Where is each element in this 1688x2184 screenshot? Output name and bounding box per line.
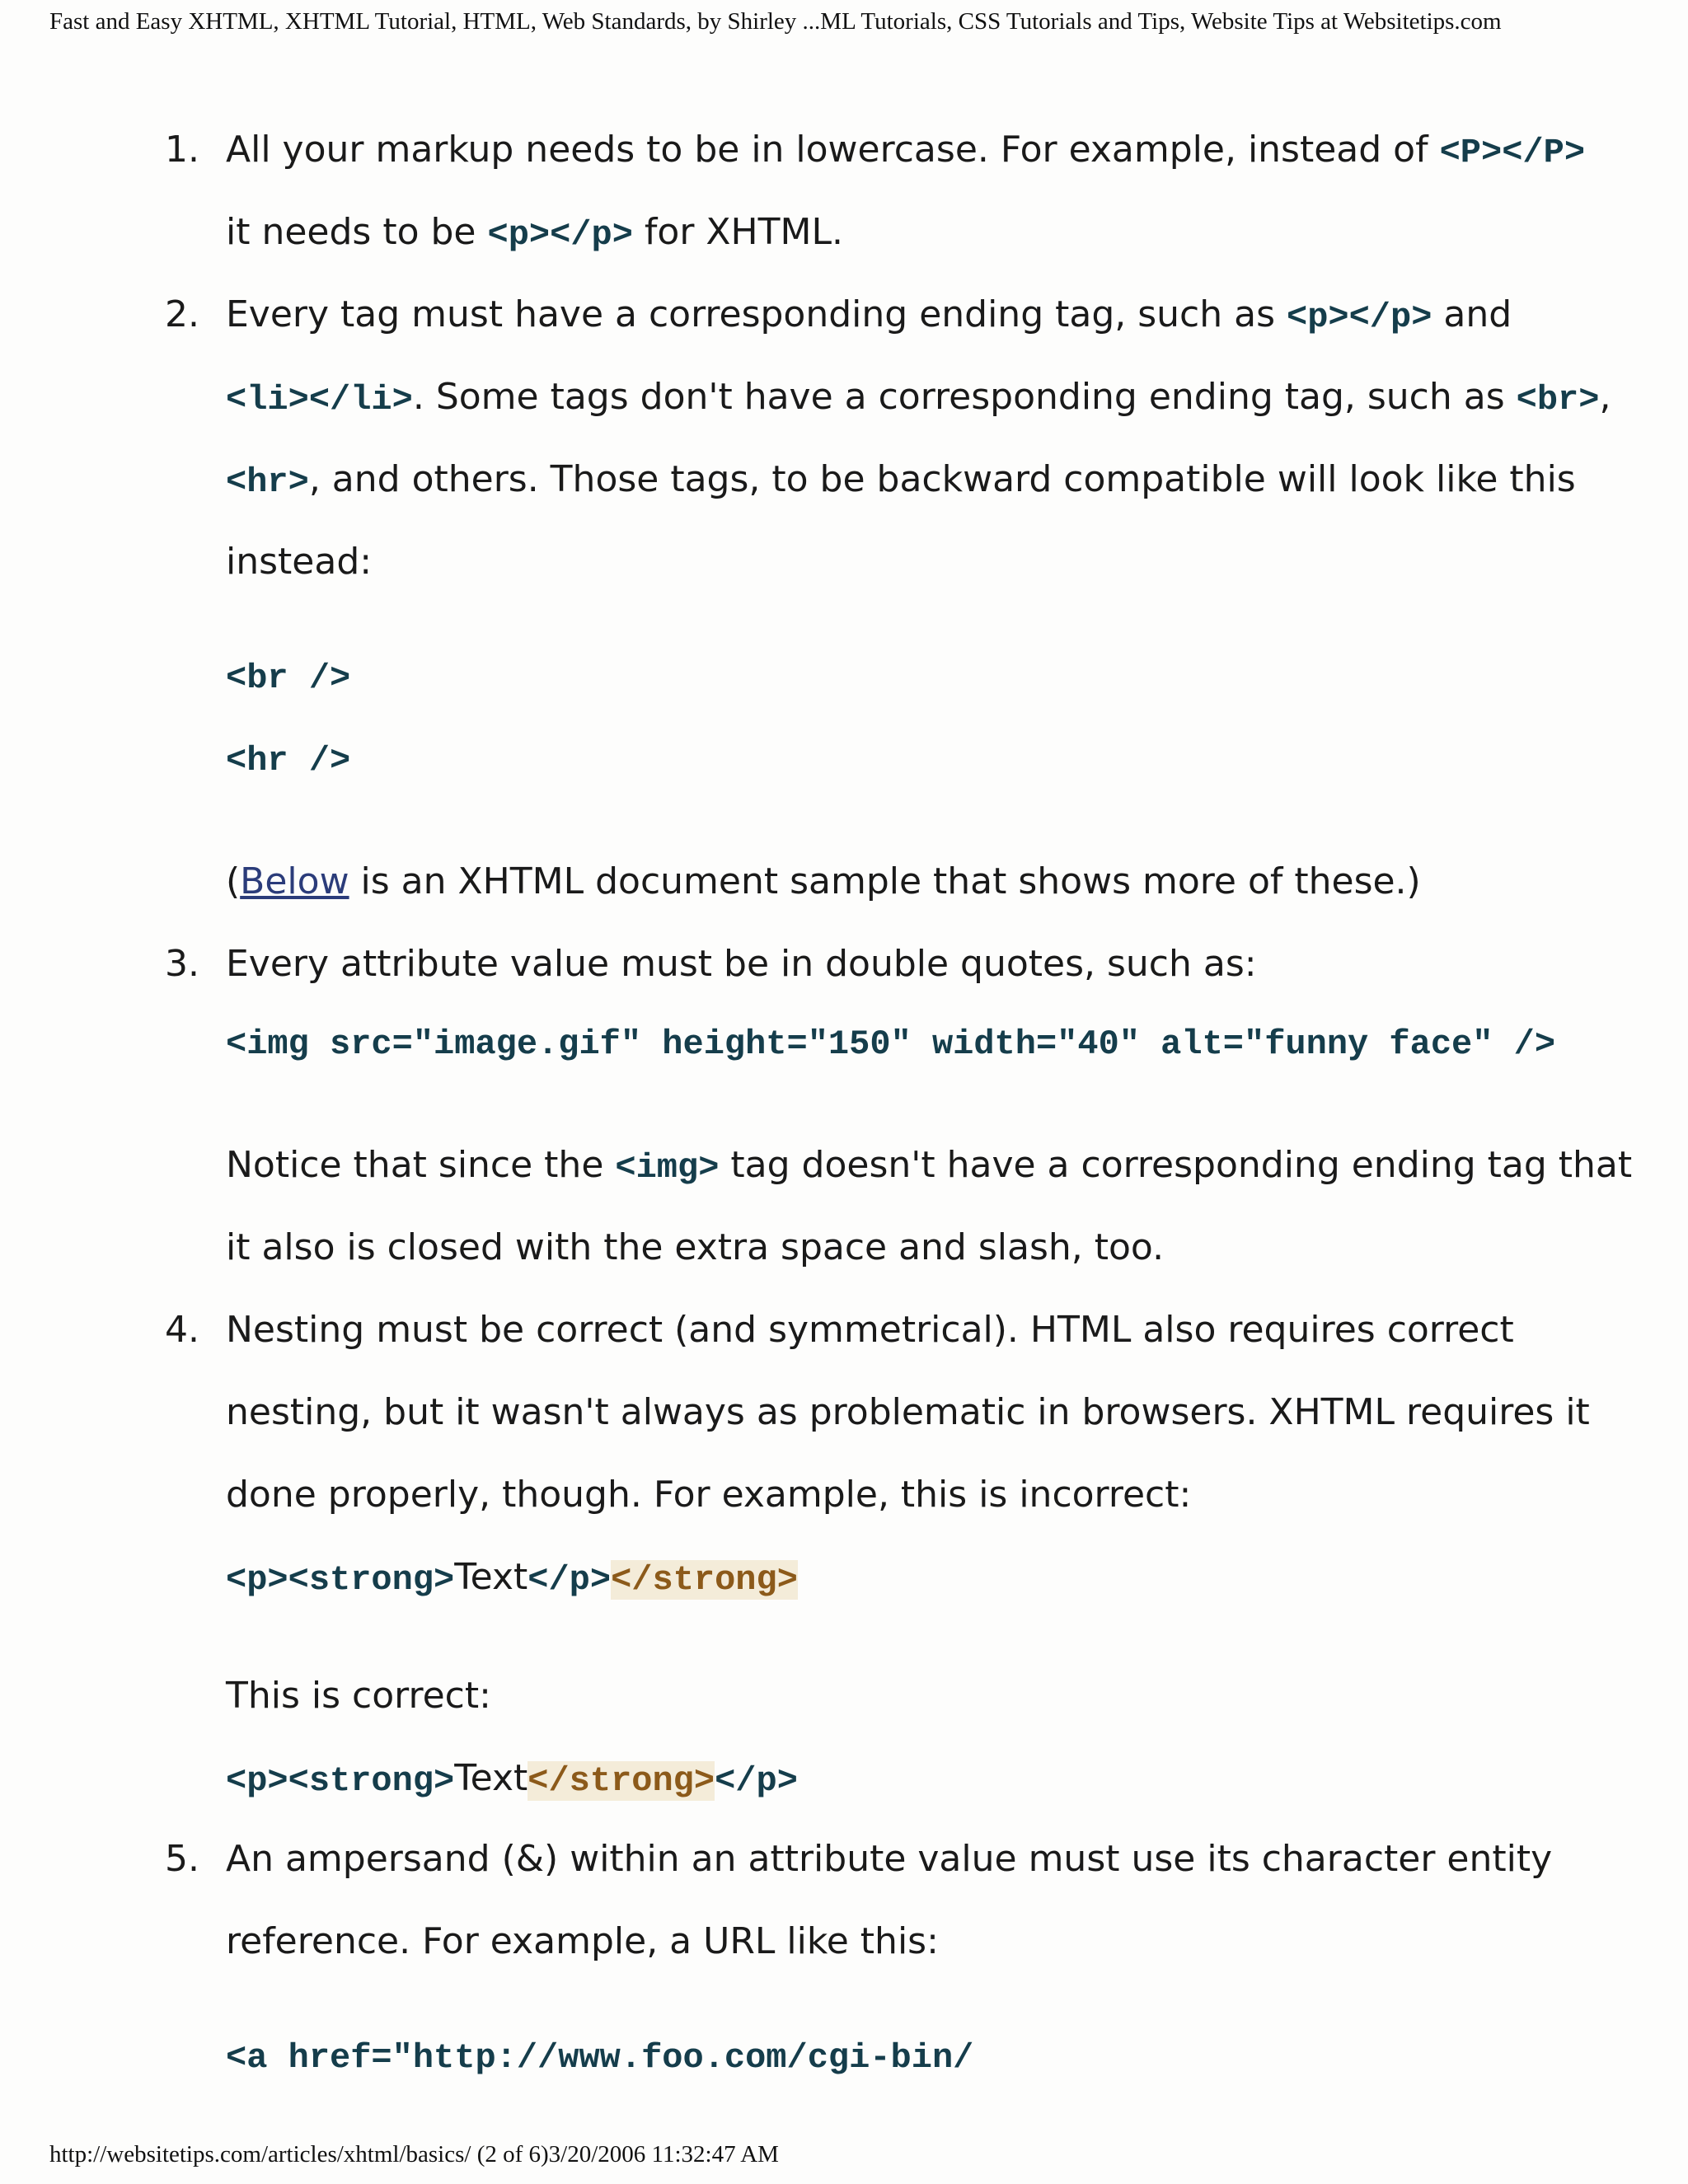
list-item-text: Every attribute value must be in double quotes, such as: xyxy=(226,943,1257,985)
code-snippet: <img src="image.gif" height="150" width="40" alt="funny face" /> xyxy=(226,1024,1556,1064)
code-example-incorrect: <p><strong>Text</p></strong> xyxy=(226,1556,798,1600)
list-item-text: <li></li>. Some tags don't have a corresponding ending tag, such as <br>, xyxy=(226,376,1611,419)
list-item-text: Every tag must have a corresponding ending tag, such as <p></p> and xyxy=(226,293,1512,337)
code-snippet: <P></P> xyxy=(1439,133,1586,172)
code-snippet: <br /> xyxy=(226,658,351,698)
code-snippet: <hr> xyxy=(226,462,309,502)
list-item-text: Nesting must be correct (and symmetrical). HTML also requires correct xyxy=(226,1309,1514,1351)
list-number: 5. xyxy=(165,1838,199,1880)
list-number: 4. xyxy=(165,1309,199,1351)
code-block xyxy=(226,1001,1555,1085)
print-footer: http://websitetips.com/articles/xhtml/basics/ (2 of 6)3/20/2006 11:32:47 AM xyxy=(49,2141,779,2168)
list-number: 3. xyxy=(165,943,199,985)
list-item-text: An ampersand (&) within an attribute value must use its character entity xyxy=(226,1838,1553,1880)
code-snippet: <li></li> xyxy=(226,380,413,419)
highlighted-code: </strong> xyxy=(528,1761,715,1801)
list-item-text: it needs to be <p></p> for XHTML. xyxy=(226,211,843,255)
highlighted-code: </strong> xyxy=(611,1560,798,1600)
list-item-text: (Below is an XHTML document sample that shows more of these.) xyxy=(226,860,1421,902)
list-item-text: instead: xyxy=(226,541,373,583)
list-number: 1. xyxy=(165,129,199,171)
list-item-text: This is correct: xyxy=(226,1675,491,1717)
list-item-text: All your markup needs to be in lowercase. For example, instead of <P></P> xyxy=(226,129,1586,172)
list-item-text: Notice that since the <img> tag doesn't have a corresponding ending tag that xyxy=(226,1144,1633,1188)
print-header: Fast and Easy XHTML, XHTML Tutorial, HTML, Web Standards, by Shirley ...ML Tutorials, CSS Tutorials and Tips, Website Tips at Websitetips.com xyxy=(49,8,1502,35)
list-item-text: nesting, but it wasn't always as problematic in browsers. XHTML requires it xyxy=(226,1391,1590,1433)
list-item-text: reference. For example, a URL like this: xyxy=(226,1920,939,1962)
code-block xyxy=(226,635,350,719)
code-snippet: <hr /> xyxy=(226,741,351,780)
code-example-correct: <p><strong>Text</strong></p> xyxy=(226,1757,798,1801)
code-block xyxy=(226,2014,973,2099)
code-snippet: <br> xyxy=(1516,380,1600,419)
code-snippet: <a href="http://www.foo.com/cgi-bin/ xyxy=(226,2038,974,2078)
code-snippet: <p></p> xyxy=(487,215,633,255)
below-link[interactable]: Below xyxy=(240,860,349,902)
list-number: 2. xyxy=(165,293,199,335)
code-snippet: <p></p> xyxy=(1286,298,1432,337)
list-item-text: it also is closed with the extra space and slash, too. xyxy=(226,1226,1165,1268)
code-snippet: <img> xyxy=(615,1148,720,1188)
list-item-text: <hr>, and others. Those tags, to be backward compatible will look like this xyxy=(226,458,1576,502)
list-item-text: done properly, though. For example, this is incorrect: xyxy=(226,1474,1192,1516)
code-block xyxy=(226,717,350,802)
